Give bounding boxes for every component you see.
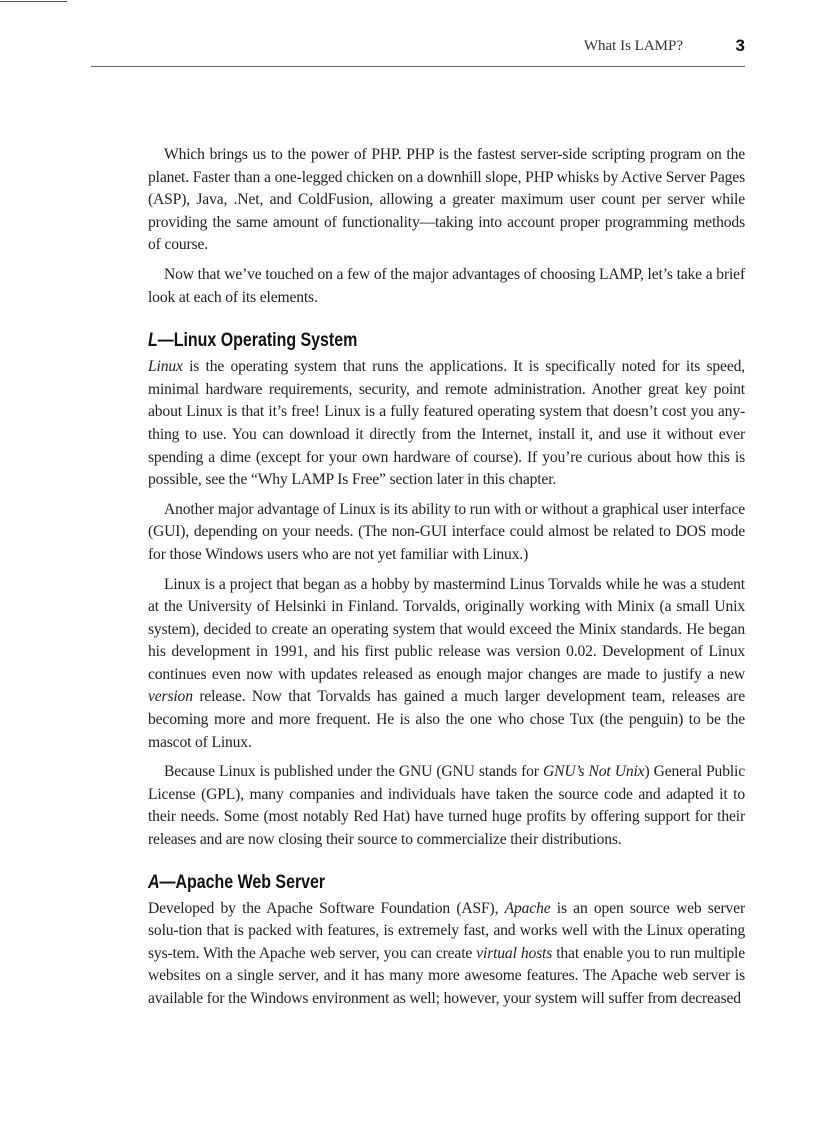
heading-text: —Apache Web Server bbox=[159, 871, 326, 893]
corner-rule bbox=[0, 1, 67, 2]
page-number: 3 bbox=[735, 36, 745, 55]
intro-paragraph-2: Now that we’ve touched on a few of the major advantages of choosing LAMP, let’s take a brief look at each of its elements. bbox=[148, 265, 745, 306]
page-body bbox=[148, 144, 745, 1011]
running-head bbox=[91, 36, 745, 64]
term-version: version bbox=[148, 688, 193, 706]
header-rule bbox=[91, 66, 745, 67]
intro-paragraph-1: Which brings us to the power of PHP. PHP is the fastest server-side scripting program on the planet. Faster than a one-legged chicken on a downhill slope, PHP whisks by Active Server Pages (ASP), Java, .Net, and ColdFusion, allowing a greater maximum user count per server while providing the same amount of functionality—taking into account proper programming methods of course. bbox=[148, 146, 745, 254]
term-gnu: GNU’s Not Unix bbox=[542, 763, 645, 781]
term-virtual-hosts: virtual hosts bbox=[476, 944, 553, 962]
apache-paragraph-1: Developed by the Apache Software Foundation (ASF), Apache is an open source web server solu-tion that is packed with features, is extremely fast, and works well with the Linux operating sys-tem. With the Apache web server, you can create virtual hosts that enable you to run multiple websites on a single server, and it has many more awesome features. The Apache web server is available for the Windows environment as well; however, your system will suffer from decreased bbox=[148, 899, 746, 1007]
running-title: What Is LAMP? bbox=[583, 38, 683, 54]
term-linux: Linux bbox=[148, 358, 183, 376]
heading-initial: L bbox=[148, 330, 158, 352]
section-heading-apache bbox=[148, 871, 649, 895]
linux-paragraph-2: Another major advantage of Linux is its ability to run with or without a graphical user interface (GUI), depending on your needs. (The non-GUI interface could almost be related to DOS mode for those Windows users who are not yet familiar with Linux.) bbox=[148, 500, 745, 563]
heading-initial: A bbox=[148, 871, 160, 893]
linux-paragraph-4: Because Linux is published under the GNU (GNU stands for GNU’s Not Unix) General Public License (GPL), many companies and individuals have taken the source code and adapted it to their needs. Some (most notably Red Hat) have turned huge profits by offering support for their releases and are now closing their source to commercialize their distributions. bbox=[148, 763, 745, 849]
term-apache: Apache bbox=[504, 899, 551, 917]
linux-paragraph-1: Linux is the operating system that runs the applications. It is specifically noted for its speed, minimal hardware requirements, security, and remote administration. Another great key point about Linux is that it’s free! Linux is a fully featured operating system that doesn’t cost you any-thing to use. You can download it directly from the Internet, install it, and use it without ever spending a dime (except for your own hardware of course). If you’re curious about how this is possible, see the “Why LAMP Is Free” section later in this chapter. bbox=[148, 358, 745, 489]
heading-text: —Linux Operating System bbox=[157, 330, 358, 352]
section-heading-linux bbox=[148, 329, 649, 353]
linux-paragraph-3: Linux is a project that began as a hobby by mastermind Linus Torvalds while he was a student at the University of Helsinki in Finland. Torvalds, originally working with Minix (a small Unix system), decided to create an operating system that would exceed the Minix standards. He began his development in 1991, and his first public release was version 0.02. Development of Linux continues even now with updates released as enough major changes are made to justify a new version release. Now that Torvalds has gained a much larger development team, releases are becoming more and more frequent. He is also the one who chose Tux (the penguin) to be the mascot of Linux. bbox=[148, 575, 745, 751]
